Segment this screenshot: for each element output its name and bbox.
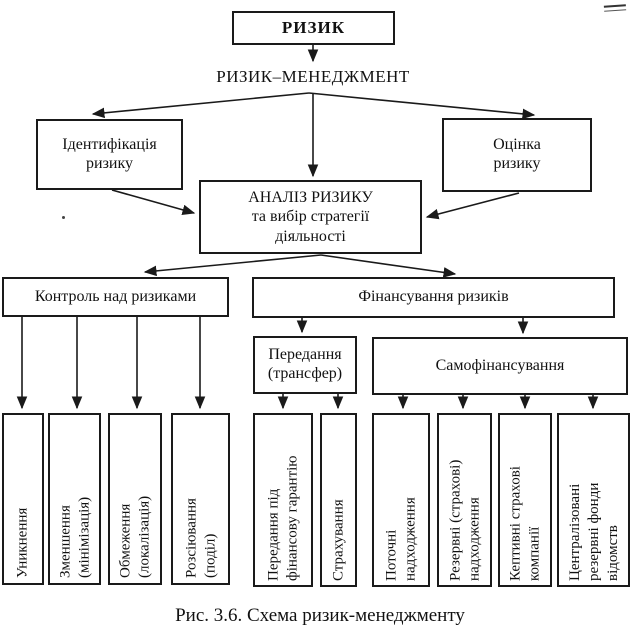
leaf-limitation	[108, 413, 162, 585]
arrow-title-to-identification	[93, 93, 309, 114]
node-assessment: Оцінка ризику	[442, 118, 592, 192]
leaf-captive-companies-label: Кептивні страхові компанії	[507, 466, 542, 581]
leaf-centralized-funds-label: Централізовані резервні фонди відомств	[566, 482, 620, 581]
leaf-captive-companies	[498, 413, 552, 587]
arrow-analysis-to-financing	[321, 255, 455, 274]
leaf-avoidance	[2, 413, 44, 585]
node-transfer: Передання (трансфер)	[253, 336, 357, 394]
leaf-insurance	[320, 413, 357, 587]
node-financing: Фінансування ризиків	[252, 277, 615, 318]
scan-artifact	[604, 4, 626, 12]
node-analysis: АНАЛІЗ РИЗИКУ та вибір стратегії діяльності	[199, 180, 422, 254]
arrow-title-to-assessment	[309, 93, 534, 115]
arrow-assessment-to-analysis	[427, 193, 519, 217]
leaf-centralized-funds	[557, 413, 630, 587]
arrow-analysis-to-control	[145, 255, 321, 272]
node-identification: Ідентифікація ризику	[36, 119, 183, 190]
leaf-reserve-income-label: Резервні (страхові) надходження	[446, 459, 482, 581]
leaf-reduction-label: Зменшення (мінімізація)	[56, 496, 92, 578]
leaf-financial-guarantee	[253, 413, 313, 587]
leaf-current-income-label: Поточні надходження	[383, 497, 418, 581]
leaf-avoidance-label: Уникнення	[14, 507, 31, 578]
node-risk-management: РИЗИК–МЕНЕДЖМЕНТ	[216, 67, 410, 86]
leaf-financial-guarantee-label: Передання під фінансову гарантію	[265, 455, 300, 581]
node-risk: РИЗИК	[232, 11, 395, 45]
figure-caption: Рис. 3.6. Схема ризик-менеджменту	[175, 605, 465, 626]
arrow-identification-to-analysis	[112, 190, 194, 213]
scan-artifact	[62, 216, 65, 219]
leaf-reserve-income	[437, 413, 492, 587]
leaf-current-income	[372, 413, 430, 587]
node-control: Контроль над ризиками	[2, 277, 229, 317]
leaf-limitation-label: Обмеження (локалізація)	[117, 495, 152, 578]
leaf-dispersion-label: Розсіювання (поділ)	[182, 498, 218, 578]
leaf-dispersion	[171, 413, 230, 585]
node-self-financing: Самофінансування	[372, 337, 628, 395]
leaf-reduction	[48, 413, 101, 585]
leaf-insurance-label: Страхування	[330, 499, 347, 581]
